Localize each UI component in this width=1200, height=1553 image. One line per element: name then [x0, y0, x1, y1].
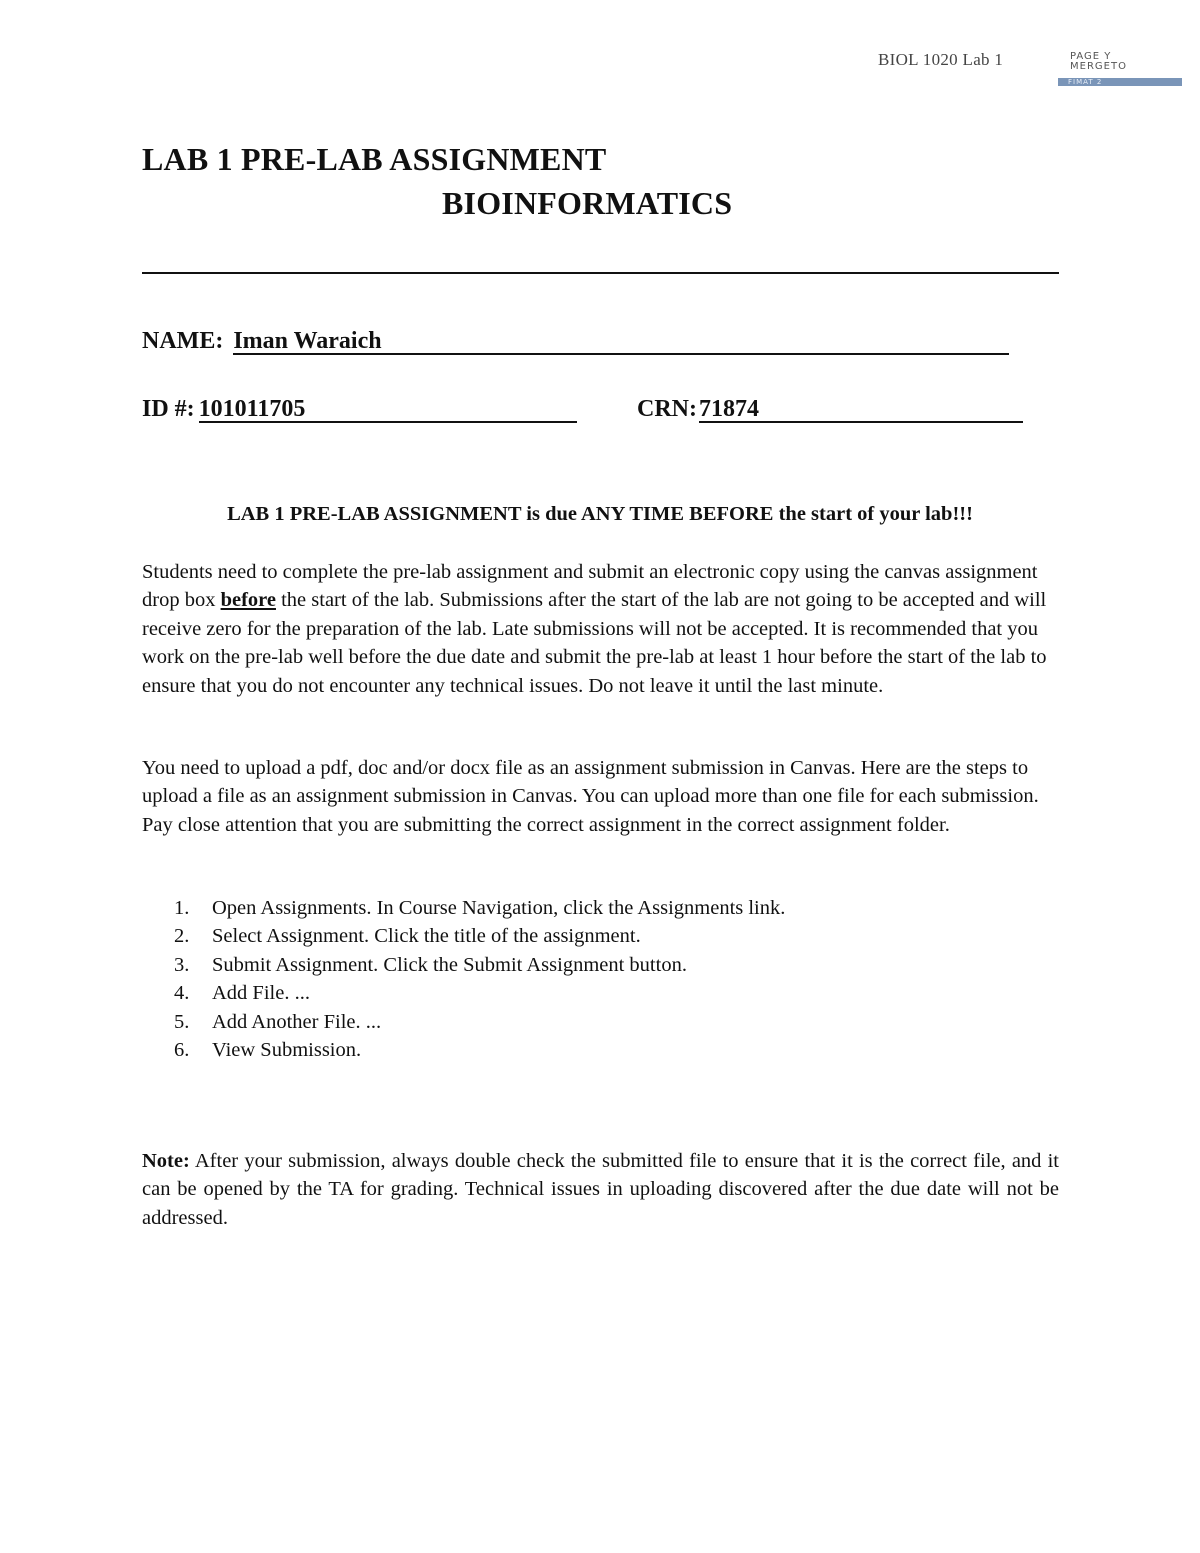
list-item	[142, 922, 1042, 950]
list-item	[142, 894, 1042, 922]
instructions-text-end: the start of the lab. Submissions after the start of the lab are not going to be accepted and will receive zero for the preparation of the lab. Late submissions will not be accepted. It is recommended that you work on the pre-lab well before the due date and submit the pre-lab at least 1 hour before the start of the lab to ensure that you do not encounter any technical issues. Do not leave it until the last minute.	[142, 589, 1047, 697]
instructions-emphasis: before	[220, 589, 276, 612]
page-stamp-line-1: PAGE Y	[1070, 51, 1112, 62]
list-item	[142, 1008, 1042, 1036]
name-field	[142, 328, 1009, 355]
step-number: 3.	[174, 953, 190, 976]
crn-field	[637, 396, 1023, 423]
step-number: 4.	[174, 982, 190, 1005]
page-stamp-badge	[1058, 52, 1182, 86]
step-text: Submit Assignment. Click the Submit Assignment button.	[212, 953, 687, 976]
step-number: 1.	[174, 897, 190, 919]
id-field	[142, 396, 577, 423]
id-label: ID #:	[142, 396, 195, 422]
name-label: NAME:	[142, 328, 224, 354]
note-label: Note:	[142, 1150, 190, 1172]
note-text: After your submission, always double check the submitted file to ensure that it is the correct file, and it can be opened by the TA for grading. Technical issues in uploading discovered after the due date will not be addressed.	[142, 1150, 1059, 1229]
step-text: Select Assignment. Click the title of the assignment.	[212, 925, 641, 948]
page-stamp-text	[1070, 52, 1182, 72]
list-item	[142, 1036, 1042, 1064]
step-number: 6.	[174, 1039, 190, 1062]
document-subtitle: BIOINFORMATICS	[442, 185, 733, 221]
instructions-paragraph	[142, 558, 1062, 700]
step-text: View Submission.	[212, 1039, 362, 1062]
due-notice: LAB 1 PRE-LAB ASSIGNMENT is due ANY TIME BEFORE the start of your lab!!!	[227, 503, 973, 525]
document-title: LAB 1 PRE-LAB ASSIGNMENT	[142, 141, 607, 177]
page-stamp-bar: FIMAT 2	[1058, 78, 1182, 86]
list-item	[142, 951, 1042, 979]
note-paragraph	[142, 1147, 1059, 1232]
step-text: Open Assignments. In Course Navigation, click the Assignments link.	[212, 897, 786, 919]
upload-paragraph: You need to upload a pdf, doc and/or docx file as an assignment submission in Canvas. Here are the steps to upload a file as an assignment submission in Canvas. You can upload more than one file for each submission. Pay close attention that you are submitting the correct assignment in the correct assignment folder.	[142, 757, 1039, 836]
step-number: 2.	[174, 925, 190, 948]
title-divider	[142, 272, 1059, 274]
instructions-text-start: Students need to complete the pre-lab assignment and submit an electronic copy using the canvas assignment drop box	[142, 561, 1038, 612]
crn-value[interactable]: 71874	[699, 397, 1023, 423]
step-number: 5.	[174, 1010, 190, 1033]
list-item	[142, 979, 1042, 1007]
step-text: Add File. ...	[212, 982, 310, 1005]
page-stamp-line-2: MERGETO	[1070, 61, 1127, 72]
crn-label: CRN:	[637, 396, 697, 422]
upload-steps-list	[142, 894, 1042, 1064]
name-value[interactable]: Iman Waraich	[233, 329, 1009, 355]
id-value[interactable]: 101011705	[199, 397, 577, 423]
step-text: Add Another File. ...	[212, 1010, 382, 1033]
course-header-label: BIOL 1020 Lab 1	[878, 50, 1004, 69]
